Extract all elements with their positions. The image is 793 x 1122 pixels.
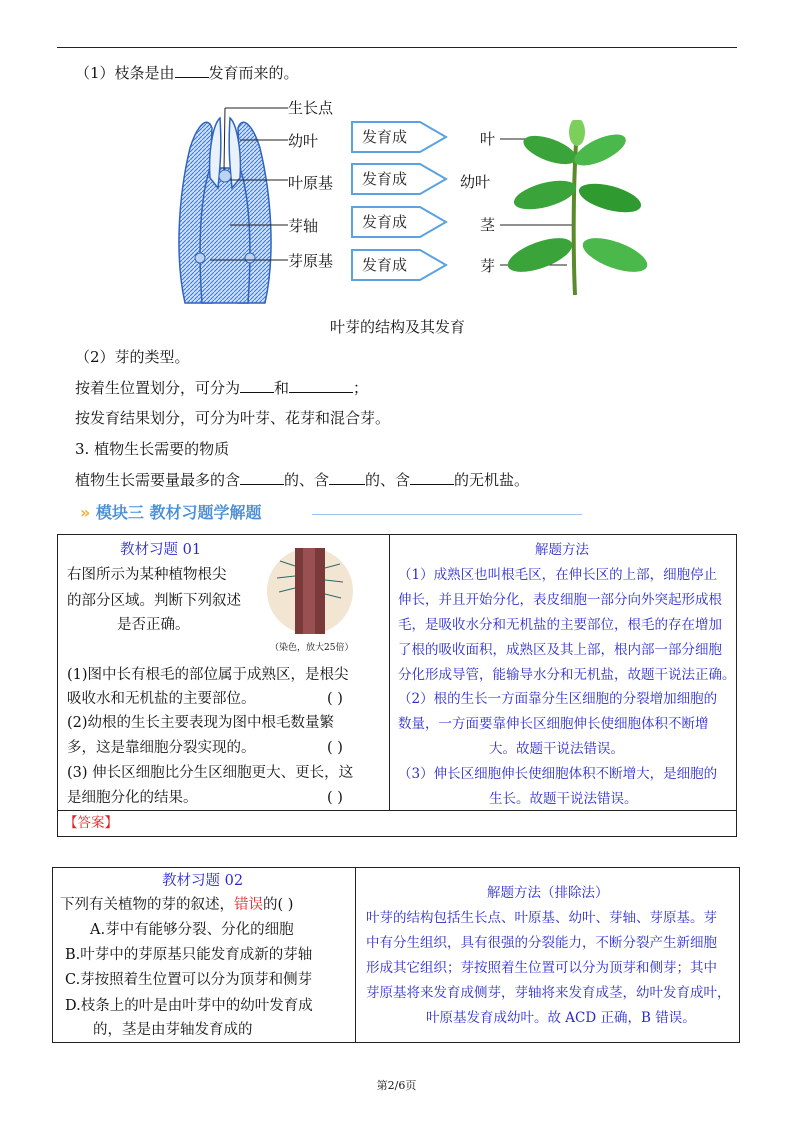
- module-banner: » 模块三 教材习题学解题: [80, 503, 262, 522]
- label-bud-axis: 芽轴: [288, 217, 319, 235]
- answer-paren: ( ): [327, 790, 343, 806]
- answer-label: 【答案】: [64, 815, 118, 831]
- method-line: 叶原基发育成幼叶。故 ACD 正确，B 错误。: [426, 1010, 696, 1026]
- exercise-1-item-2a: (2)幼根的生长主要表现为图中根毛数量繁: [67, 715, 335, 731]
- page-number: 第2/6页: [376, 1079, 417, 1092]
- root-tip-micrograph: [265, 546, 355, 636]
- exercise-1-item-1b: 吸收水和无机盐的主要部位。: [67, 691, 256, 707]
- option-c: C.芽按照着生位置可以分为顶芽和侧芽: [65, 972, 313, 988]
- exercise-2-method-title: 解题方法（排除法）: [487, 885, 609, 901]
- method-line: 了根的吸收面积，成熟区及其上部，根内部一部分细胞: [398, 642, 722, 658]
- option-b: B.叶芽中的芽原基只能发育成新的芽轴: [65, 947, 313, 963]
- answer-blank: [329, 470, 365, 485]
- label-bud-primordium: 芽原基: [288, 252, 334, 270]
- exercise-1-item-3b: 是细胞分化的结果。: [67, 790, 198, 806]
- label-growth-point: 生长点: [288, 99, 334, 117]
- exercise-1-item-2b: 多，这是靠细胞分裂实现的。: [67, 740, 256, 756]
- method-line: 生长。故题干说法错误。: [489, 791, 638, 807]
- develop-arrow: 发育成: [350, 205, 450, 239]
- method-line: 形成其它组织；芽按照着生位置可以分为顶芽和侧芽；其中: [366, 960, 717, 976]
- answer-blank: [289, 378, 353, 393]
- banner-rule: [312, 514, 582, 515]
- exercise-1-title: 教材习题 01: [120, 542, 202, 558]
- header-rule: [57, 47, 737, 48]
- method-line: 中有分生组织，具有很强的分裂能力，不断分裂产生新细胞: [366, 935, 717, 951]
- label-pointers: [210, 100, 290, 270]
- answer-blank: [175, 63, 209, 78]
- method-line: （1）成熟区也叫根毛区，在伸长区的上部，细胞停止: [398, 567, 718, 583]
- method-line: 伸长，并且开始分化，表皮细胞一部分向外突起形成根: [398, 592, 722, 608]
- label-stem: 茎: [480, 216, 496, 234]
- method-line: 毛，是吸收水分和无机盐的主要部位，根毛的存在增加: [398, 617, 722, 633]
- develop-arrow: 发育成: [350, 248, 450, 282]
- method-line: 芽原基将来发育成侧芽，芽轴将来发育成茎，幼叶发育成叶，: [366, 985, 731, 1001]
- question-2-line-1: 按着生位置划分，可分为 和 ；: [75, 379, 369, 397]
- label-young-leaf-result: 幼叶: [460, 173, 491, 191]
- method-line: （3）伸长区细胞伸长使细胞体积不断增大，是细胞的: [398, 766, 718, 782]
- answer-paren: ( ): [327, 740, 343, 756]
- exercise-2-stem: 下列有关植物的芽的叙述，错误的( ): [60, 897, 294, 913]
- exercise-1-item-1a: (1)图中长有根毛的部位属于成熟区，是根尖: [67, 667, 349, 683]
- exercise-2-title: 教材习题 02: [162, 873, 244, 889]
- method-line: （2）根的生长一方面靠分生区细胞的分裂增加细胞的: [398, 691, 718, 707]
- section-3-title: 3. 植物生长需要的物质: [75, 440, 230, 458]
- develop-arrow: 发育成: [350, 162, 450, 196]
- figure-caption: 叶芽的结构及其发育: [330, 318, 466, 336]
- option-d-cont: 的，茎是由芽轴发育成的: [93, 1022, 253, 1038]
- exercise-1-item-3a: (3) 伸长区细胞比分生区细胞更大、更长，这: [67, 765, 354, 781]
- method-line: 大。故题干说法错误。: [489, 741, 624, 757]
- label-bud: 芽: [480, 257, 496, 275]
- section-3-line: 植物生长需要量最多的含 的、含 的、含 的无机盐。: [75, 471, 530, 489]
- answer-blank: [240, 470, 284, 485]
- question-2-line-2: 按发育结果划分，可分为叶芽、花芽和混合芽。: [75, 409, 391, 427]
- exercise-1-method-title: 解题方法: [535, 542, 589, 558]
- exercise-1-answer-cell: [57, 810, 737, 837]
- option-a: A.芽中有能够分裂、分化的细胞: [90, 922, 294, 938]
- method-line: 数量，一方面要靠伸长区细胞伸长使细胞体积不断增: [398, 716, 709, 732]
- label-young-leaf: 幼叶: [288, 132, 319, 150]
- answer-blank: [240, 378, 274, 393]
- exercise-1-intro-1: 右图所示为某种植物根尖: [67, 567, 227, 583]
- exercise-1-intro-2: 的部分区域。判断下列叙述: [67, 593, 241, 609]
- label-leaf: 叶: [480, 130, 496, 148]
- label-leaf-primordium: 叶原基: [288, 174, 334, 192]
- method-line: 叶芽的结构包括生长点、叶原基、幼叶、芽轴、芽原基。芽: [366, 910, 717, 926]
- option-d: D.枝条上的叶是由叶芽中的幼叶发育成: [65, 998, 313, 1014]
- answer-blank: [410, 470, 454, 485]
- micrograph-caption: （染色，放大25倍）: [270, 643, 354, 653]
- exercise-1-intro-3: 是否正确。: [117, 617, 190, 633]
- double-chevron-icon: »: [80, 503, 91, 522]
- answer-paren: ( ): [327, 691, 343, 707]
- method-line: 分化形成导管，能输导水分和无机盐，故题干说法正确。: [398, 667, 736, 683]
- plant-illustration: [495, 120, 655, 300]
- question-2-title: （2）芽的类型。: [75, 348, 190, 366]
- develop-arrow: 发育成: [350, 120, 450, 154]
- question-1: （1）枝条是由 发育而来的。: [75, 64, 299, 82]
